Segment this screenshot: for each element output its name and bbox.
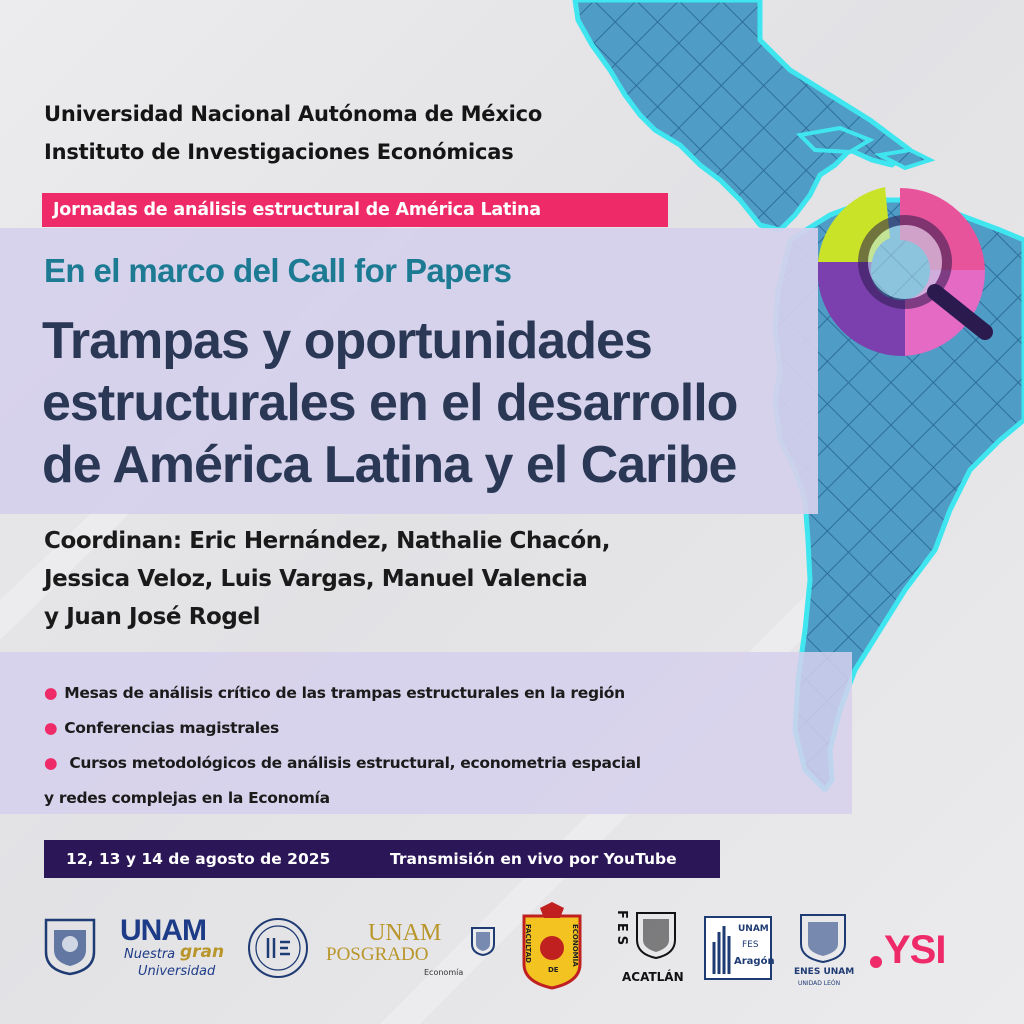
enes-leon-logo: ENES UNAM UNIDAD LEÓN <box>790 912 856 992</box>
sponsor-logos: UNAM Nuestra gran Universidad UNAM POSGRADO Economía FACULTAD DE ECONOMÍA FES ACATLÁN UNAM FES Aragón ENES UNAM UNIDAD LEÓN YSI <box>0 900 1024 996</box>
institution-name: Universidad Nacional Autónoma de México <box>44 102 543 126</box>
unam-seal-small-icon <box>634 910 678 960</box>
bullet-icon: ● <box>44 684 58 702</box>
fes-acatlan-logo: FES ACATLÁN <box>614 910 684 984</box>
institute-name: Instituto de Investigaciones Económicas <box>44 140 514 164</box>
unam-slogan-logo: UNAM Nuestra gran Universidad <box>120 914 225 979</box>
fes-aragon-logo: UNAM FES Aragón <box>704 916 772 980</box>
main-title <box>42 310 822 496</box>
main-title-line: Trampas y oportunidades <box>42 312 652 370</box>
coordinators-line: Coordinan: Eric Hernández, Nathalie Chacón, <box>44 528 611 554</box>
coordinators <box>44 522 744 636</box>
list-item: ● Cursos metodológicos de análisis estructural, econometria espacial <box>44 754 641 772</box>
event-dates: 12, 13 y 14 de agosto de 2025 <box>66 850 331 868</box>
list-item-continuation: y redes complejas en la Economía <box>44 789 330 807</box>
bullet-icon: ● <box>44 719 58 737</box>
subtitle: En el marco del Call for Papers <box>44 252 512 289</box>
coordinators-line: Jessica Veloz, Luis Vargas, Manuel Valencia <box>44 566 588 592</box>
coordinators-line: y Juan José Rogel <box>44 604 261 630</box>
posgrado-logo: UNAM POSGRADO Economía <box>326 920 496 982</box>
unam-seal-logo <box>40 916 100 976</box>
list-item: ● Mesas de análisis crítico de las trampas estructurales en la región <box>44 684 625 702</box>
unam-seal-small-icon <box>470 926 496 956</box>
activities-list <box>44 676 844 816</box>
list-item: ● Conferencias magistrales <box>44 719 279 737</box>
bullet-icon: ● <box>44 754 58 772</box>
broadcast-info: Transmisión en vivo por YouTube <box>390 850 677 868</box>
ysi-dot-icon <box>870 956 882 968</box>
event-series-banner: Jornadas de análisis estructural de América Latina <box>42 193 668 227</box>
iiec-circle-logo <box>246 916 310 980</box>
date-banner <box>44 840 720 878</box>
main-title-line: estructurales en el desarrollo <box>42 374 738 432</box>
unam-seal-small-icon <box>798 912 848 964</box>
main-title-line: de América Latina y el Caribe <box>42 436 737 494</box>
tower-icon <box>712 924 734 974</box>
ysi-logo: YSI <box>870 926 970 976</box>
